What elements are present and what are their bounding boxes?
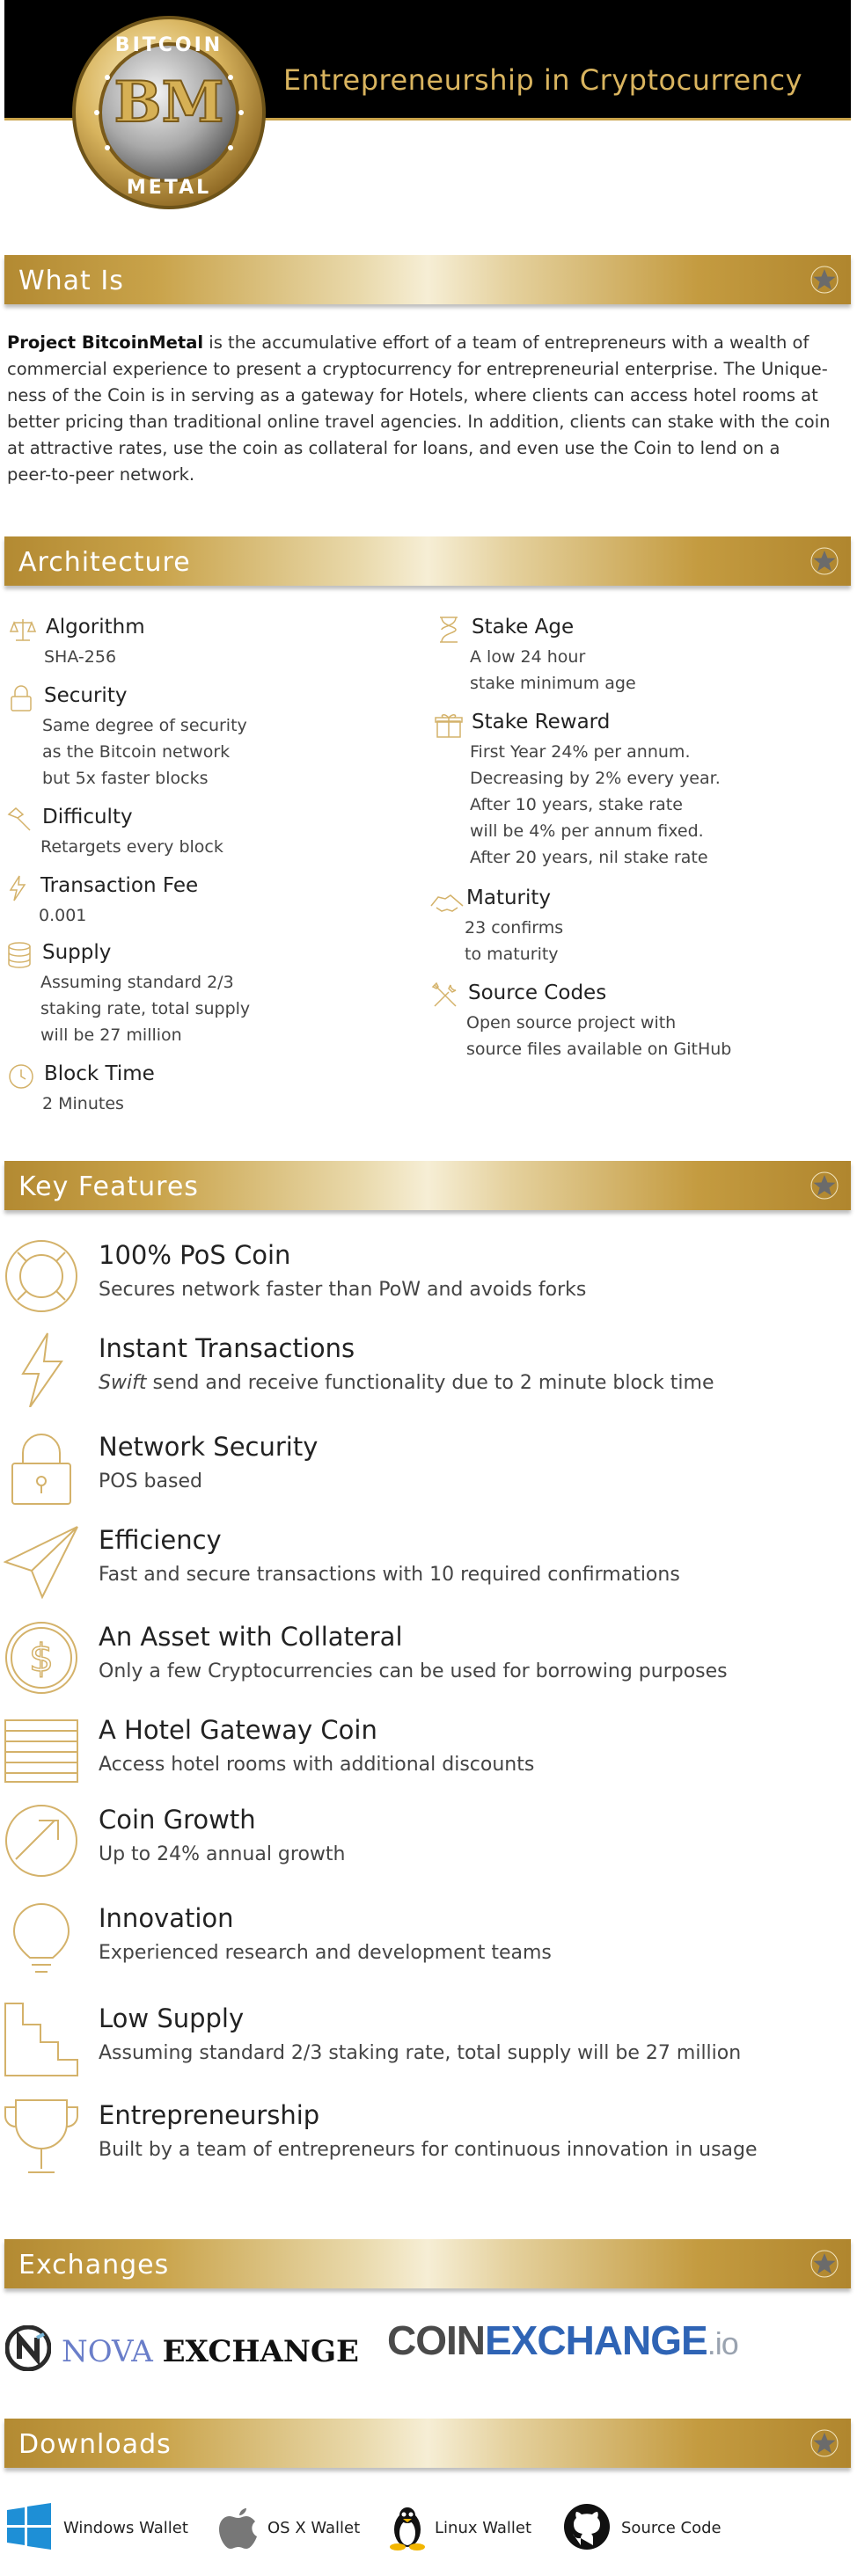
arch-title: Source Codes <box>468 982 607 1004</box>
dollar-coin-icon <box>4 1620 79 1696</box>
feature-desc-emphasis: Swift <box>99 1372 147 1394</box>
arch-title: Stake Reward <box>472 711 611 733</box>
windows-icon <box>5 2503 53 2550</box>
section-title: Exchanges <box>18 2250 170 2280</box>
feature-desc: Built by a team of entrepreneurs for continuous innovation in usage <box>99 2139 758 2161</box>
what-is-paragraph <box>7 330 848 488</box>
scales-icon <box>9 616 37 644</box>
feature-title: A Hotel Gateway Coin <box>99 1715 377 1745</box>
arch-desc: SHA-256 <box>44 647 117 667</box>
gift-icon <box>435 711 463 739</box>
feature-desc: Up to 24% annual growth <box>99 1843 346 1865</box>
feature-title: Efficiency <box>99 1525 222 1555</box>
feature-desc: Access hotel rooms with additional discounts <box>99 1754 535 1776</box>
what-is-line: at attractive rates, use the coin as collateral for loans, and even use the Coin to lend on a <box>7 438 780 458</box>
feature-title: Innovation <box>99 1903 234 1933</box>
logo-text-bottom: METAL <box>126 177 212 199</box>
feature-title: 100% PoS Coin <box>99 1240 291 1270</box>
feature-title: An Asset with Collateral <box>99 1622 403 1652</box>
download-label: OS X Wallet <box>267 2519 361 2537</box>
star-icon <box>810 1171 839 1200</box>
exchange-text: EXCHANGE <box>485 2317 707 2363</box>
download-windows-wallet[interactable] <box>5 2503 199 2552</box>
arch-title: Difficulty <box>42 806 133 828</box>
apple-icon <box>215 2503 262 2550</box>
bitcoinmetal-logo[interactable] <box>70 14 268 212</box>
feature-title: Network Security <box>99 1432 319 1462</box>
feature-title: Low Supply <box>99 2003 245 2033</box>
linux-icon <box>384 2503 431 2550</box>
database-icon <box>5 941 33 969</box>
star-icon <box>810 266 839 294</box>
growth-arrow-icon <box>4 1803 79 1879</box>
feature-desc: Experienced research and development teams <box>99 1942 552 1964</box>
section-bar-exchanges <box>4 2239 851 2288</box>
arch-desc: Assuming standard 2/3 staking rate, total supply will be 27 million <box>40 973 251 1045</box>
nova-exchange-link[interactable] <box>5 2322 375 2378</box>
what-is-line: commercial experience to present a cryptocurrency for entrepreneurial enterprise. The Unique- <box>7 359 828 379</box>
section-bar-architecture <box>4 536 851 586</box>
arch-desc: 2 Minutes <box>42 1094 124 1113</box>
nova-exchange-logo-icon <box>5 2325 51 2371</box>
nova-exchange-wordmark <box>62 2334 359 2369</box>
bolt-icon <box>4 874 32 902</box>
what-is-line: peer-to-peer network. <box>7 464 195 485</box>
io-text: .io <box>707 2325 738 2361</box>
arch-desc: First Year 24% per annum. Decreasing by 2% every year. After 10 years, stake rate will be 4% per annum fixed. After 20 years, nil stake rate <box>470 742 721 867</box>
handshake-icon <box>429 887 465 915</box>
logo-text-top: BITCOIN <box>114 34 223 56</box>
arch-desc: 0.001 <box>39 906 87 925</box>
arch-title: Stake Age <box>472 616 575 639</box>
hotel-icon <box>4 1713 79 1789</box>
star-icon <box>810 547 839 575</box>
trophy-icon <box>4 2098 79 2174</box>
arch-desc: Same degree of security as the Bitcoin network but 5x faster blocks <box>42 716 247 788</box>
arch-title: Supply <box>42 941 112 964</box>
coinexchange-link[interactable] <box>387 2317 738 2364</box>
hammer-icon <box>5 806 33 834</box>
section-bar-downloads <box>4 2419 851 2468</box>
tools-icon <box>431 982 459 1010</box>
page-title: Entrepreneurship in Cryptocurrency <box>283 63 803 97</box>
section-title: Architecture <box>18 547 191 578</box>
project-name: Project BitcoinMetal <box>7 332 204 353</box>
feature-title: Entrepreneurship <box>99 2100 320 2130</box>
lock-icon <box>7 684 35 712</box>
exchange-text: EXCHANGE <box>162 2334 359 2369</box>
arch-desc: A low 24 hour stake minimum age <box>470 647 636 693</box>
star-icon <box>810 2250 839 2278</box>
star-icon <box>810 2429 839 2457</box>
feature-desc <box>99 1372 714 1394</box>
nova-text: NOVA <box>62 2334 153 2369</box>
download-source-code[interactable] <box>563 2503 748 2552</box>
download-label: Source Code <box>621 2519 721 2537</box>
logo-monogram: BM <box>114 69 224 135</box>
arch-title: Transaction Fee <box>40 874 199 897</box>
arch-title: Security <box>44 684 128 707</box>
section-title: Key Features <box>18 1171 199 1202</box>
section-bar-key-features <box>4 1161 851 1210</box>
feature-desc: POS based <box>99 1470 202 1492</box>
lifebuoy-icon <box>4 1238 79 1314</box>
section-bar-what-is <box>4 255 851 304</box>
padlock-icon <box>4 1430 79 1506</box>
svg-text:$: $ <box>29 1636 54 1681</box>
what-is-line: better pricing than traditional online travel agencies. In addition, clients can stake with the coin <box>7 412 831 432</box>
download-osx-wallet[interactable] <box>215 2503 373 2552</box>
header <box>0 0 857 220</box>
download-label: Linux Wallet <box>435 2519 532 2537</box>
clock-icon <box>7 1062 35 1091</box>
feature-desc: Only a few Cryptocurrencies can be used for borrowing purposes <box>99 1660 728 1682</box>
what-is-line: is the accumulative effort of a team of entrepreneurs with a wealth of <box>203 332 809 353</box>
arch-desc: 23 confirms to maturity <box>465 918 564 964</box>
what-is-line: ness of the Coin is in serving as a gateway for Hotels, where clients can access hotel rooms at <box>7 385 818 405</box>
feature-desc-text: send and receive functionality due to 2 minute block time <box>146 1372 714 1394</box>
feature-desc: Assuming standard 2/3 staking rate, total supply will be 27 million <box>99 2042 742 2064</box>
download-linux-wallet[interactable] <box>384 2503 560 2552</box>
paper-plane-icon <box>4 1523 79 1599</box>
arch-desc: Open source project with source files available on GitHub <box>466 1013 732 1059</box>
feature-desc: Secures network faster than PoW and avoids forks <box>99 1279 587 1301</box>
lightning-icon <box>4 1332 79 1407</box>
coin-text: COIN <box>387 2317 485 2363</box>
arch-title: Algorithm <box>46 616 145 639</box>
arch-title: Block Time <box>44 1062 155 1085</box>
hourglass-icon <box>435 616 463 644</box>
feature-title: Coin Growth <box>99 1805 256 1835</box>
lightbulb-icon <box>4 1901 79 1977</box>
arch-title: Maturity <box>466 887 552 909</box>
section-title: What Is <box>18 266 124 296</box>
section-title: Downloads <box>18 2429 172 2460</box>
feature-title: Instant Transactions <box>99 1333 355 1363</box>
stairs-icon <box>4 2002 79 2077</box>
arch-desc: Retargets every block <box>40 837 223 857</box>
feature-desc: Fast and secure transactions with 10 required confirmations <box>99 1564 680 1586</box>
github-icon <box>563 2503 611 2550</box>
download-label: Windows Wallet <box>63 2519 188 2537</box>
